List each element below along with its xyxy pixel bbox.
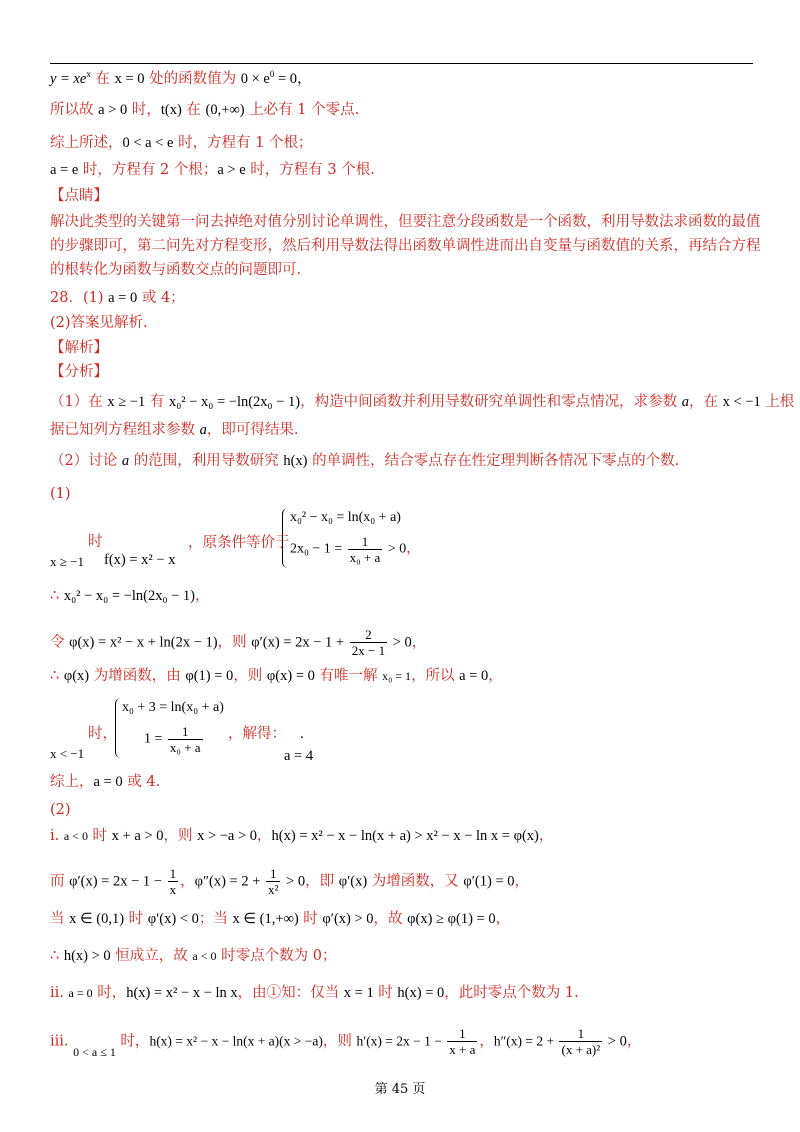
system-1-eq-1: x₀² − x₀ = ln(x₀ + a): [290, 510, 401, 525]
section-jiexi: 【解析】: [50, 340, 108, 356]
line-1: $y = xe^x$ 在 x = 0 处的函数值为 $0 \times e^0 = 0$，: [50, 69, 312, 87]
case-ii-line: ii. a = 0 时，h(x) = x² − x − ln x，由①知：仅当 x = 1 时 h(x) = 0，此时零点个数为 1.: [50, 985, 579, 1001]
cond-x-lt-minus1: x < −1: [50, 746, 85, 761]
fraction: $\frac{1}{\text{(x + a)²}}$: [561, 1026, 601, 1057]
system-2-eq-1: x₀ + 3 = ln(x₀ + a): [122, 700, 224, 715]
fraction: $\frac{1}{\text{x₀ + a}}$: [169, 724, 201, 755]
commentary-line-3: 的根转化为函数与函数交点的问题即可.: [50, 262, 302, 278]
section-fenxi: 【分析】: [50, 364, 108, 380]
system-1-eq-2: 2x₀ − 1 = $\frac{1}{\text{x₀ + a}}$ > 0，: [290, 534, 421, 565]
fraction: $\frac{1}{\text{x²}}$: [268, 866, 279, 897]
line-4: a = e 时，方程有 2 个根；a > e 时，方程有 3 个根.: [50, 162, 375, 178]
equiv-label: ，原条件等价于: [188, 535, 290, 551]
interval-line: 当 x ∈ (0,1) 时 φ′(x) < 0；当 x ∈ (1,+∞) 时 φ′(x) > 0，故 φ(x) ≥ φ(1) = 0，: [50, 911, 511, 927]
line-2: 所以故 a > 0 时，t(x) 在 (0,+∞) 上必有 1 个零点.: [50, 102, 360, 118]
h-positive-line: ∴ h(x) > 0 恒成立，故 a < 0 时零点个数为 0；: [50, 948, 337, 964]
fraction: $\frac{1}{x}$: [169, 866, 177, 897]
system-brace-2: [115, 698, 122, 758]
analysis-2: （2）讨论 a 的范围，利用导数研究 h(x) 的单调性，结合零点存在性定理判断各情况下零点的个数.: [50, 453, 680, 469]
fraction: $\frac{1}{x + a}$: [449, 1026, 476, 1057]
part-2-label: (2): [50, 802, 71, 818]
phi-def-line: 令 φ(x) = x² − x + ln(2x − 1)，则 φ′(x) = 2x − 1 + $\frac{2}{2x - 1}$ > 0，: [50, 627, 427, 658]
shi-label-1: 时: [88, 534, 103, 550]
phi-increasing-line: ∴ φ(x) 为增函数，由 φ(1) = 0，则 φ(x) = 0 有唯一解 x₀ = 1，所以 a = 0，: [50, 668, 503, 684]
system-2-eq-2: 1 = $\frac{1}{\text{x₀ + a}}$: [144, 724, 201, 755]
f-def: f(x) = x² − x: [104, 552, 176, 568]
phi-prime-line: 而 φ′(x) = 2x − 1 − $\frac{1}{x}$ ，φ″(x) = 2 + $\frac{1}{\text{x²}}$ > 0，即 φ′(x) 为增函数，又 φ′(1) = 0，: [50, 866, 530, 897]
shi-label-2: 时，: [88, 726, 117, 742]
page-number: 第 45 页: [374, 1082, 426, 1097]
cond-x-ge-minus1: x ≥ −1: [50, 554, 84, 569]
commentary-line-1: 解决此类型的关键第一问去掉绝对值分别讨论单调性，但要注意分段函数是一个函数，利用导数法求函数的最值: [50, 214, 761, 230]
answer-28-2: (2)答案见解析.: [50, 315, 148, 331]
jiede-label: ，解得： .: [228, 726, 304, 742]
therefore-line-1: ∴ x₀² − x₀ = −ln(2x₀ − 1)，: [50, 588, 210, 604]
case-iii-line: iii. $_{0 < a \le 1}$ 时，h(x) = x² − x − ln(x + a)(x > −a)，则 h′(x) = 2x − 1 − $\frac{1}{x + a}$ ，h″(x) = 2 + $\frac{1}{\text{(x + a)²}}$ > 0，: [50, 1026, 642, 1059]
answer-28-1: 28．(1) a = 0 或 4；: [50, 290, 185, 306]
system-brace-1: [282, 508, 289, 568]
analysis-1-line-2: 据已知列方程组求参数 a，即可得结果.: [50, 422, 299, 438]
conclusion-1: 综上，a = 0 或 4.: [50, 774, 161, 790]
section-dianjing: 【点睛】: [50, 188, 108, 204]
a-eq-4: a = 4: [284, 748, 314, 764]
fraction: $\frac{2}{2x - 1}$: [351, 627, 386, 658]
fraction: $\frac{1}{\text{x₀ + a}}$: [349, 534, 381, 565]
line-3: 综上所述，0 < a < e 时，方程有 1 个根；: [50, 135, 313, 151]
commentary-line-2: 的步骤即可，第二问先对方程变形，然后利用导数法得出函数单调性进而出自变量与函数值的关系，再结合方程: [50, 238, 761, 254]
part-1-label: (1): [50, 486, 71, 502]
analysis-1-line-1: （1）在 x ≥ −1 有 x₀² − x₀ = −ln(2x₀ − 1)，构造中间函数并利用导数研究单调性和零点情况，求参数 a，在 x < −1 上根: [50, 394, 795, 410]
case-i-line: i. a < 0 时 x + a > 0，则 x > −a > 0，h(x) = x² − x − ln(x + a) > x² − x − ln x = φ(x)，: [50, 828, 554, 844]
